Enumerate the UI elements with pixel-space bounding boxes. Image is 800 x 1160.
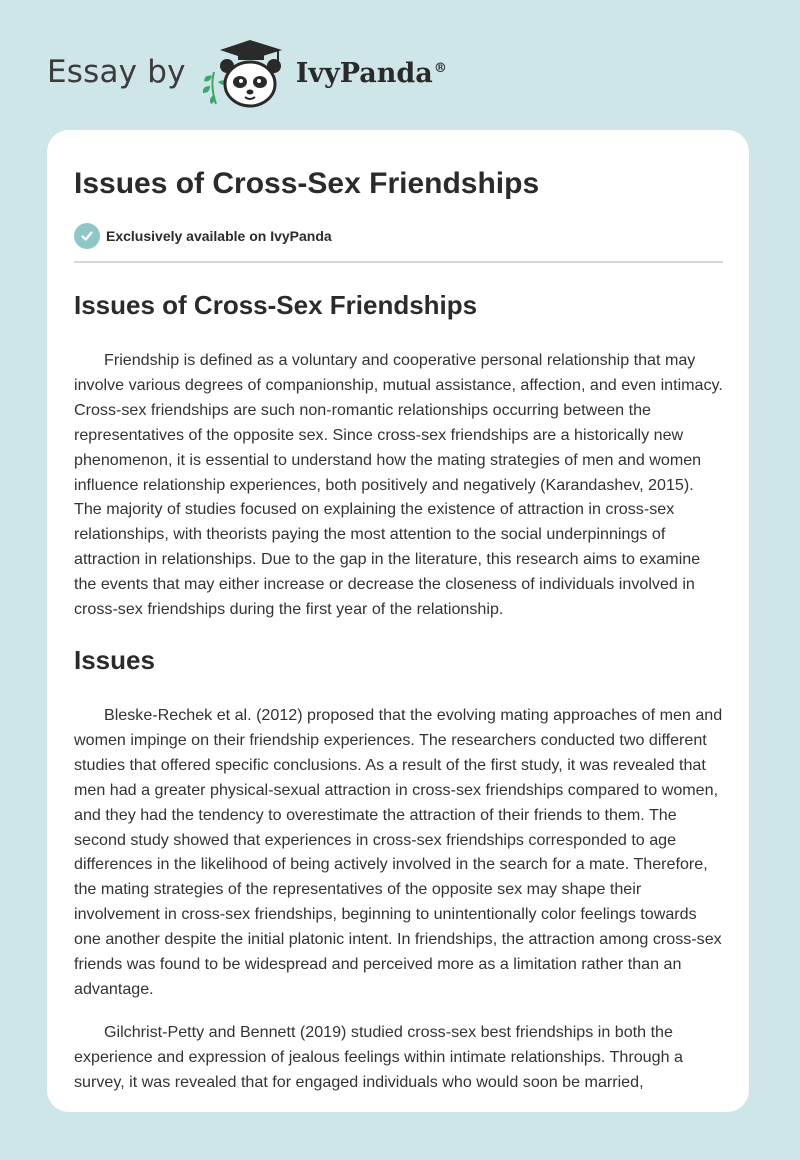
exclusive-badge-label: Exclusively available on IvyPanda [106, 228, 332, 244]
exclusive-badge [74, 223, 332, 249]
section-heading: Issues [74, 644, 155, 675]
divider [74, 261, 723, 263]
checkmark-icon [74, 223, 100, 249]
essay-body [74, 280, 723, 1095]
paragraph: Friendship is defined as a voluntary and cooperative personal relationship that may involve various degrees of companionship, mutual assistance, affection, and even intimacy. Cross-sex friendships are such non-romantic relationships occurring between the representatives of the opposite sex. Since cross-sex friendships are a historically new phenomenon, it is essential to understand how the mating strategies of men and women influence relationship experiences, both positively and negatively (Karandashev, 2015). The majority of studies focused on explaining the existence of attraction in cross-sex relationships, with theorists paying the most attention to the social underpinnings of attraction in relationships. Due to the gap in the literature, this research aims to examine the events that may either increase or decrease the closeness of individuals involved in cross-sex friendships during the first year of the relationship. [74, 351, 723, 619]
site-header [47, 38, 447, 110]
paragraph: Gilchrist-Petty and Bennett (2019) studied cross-sex best friendships in both the experience and expression of jealous feelings within intimate relationships. Through a survey, it was revealed that for engaged individuals who would soon be married, [74, 1022, 683, 1091]
ivypanda-logo-icon [200, 38, 290, 110]
section-heading: Issues of Cross-Sex Friendships [74, 290, 478, 320]
essay-card [47, 130, 749, 1112]
page-title: Issues of Cross-Sex Friendships [74, 167, 540, 200]
paragraph: Bleske-Rechek et al. (2012) proposed that the evolving mating approaches of men and women impinge on their friendship experiences. The researchers conducted two different studies that offered specific conclusions. As a result of the first study, it was revealed that men had a greater physical-sexual attraction in cross-sex friendships compared to women, and they had the tendency to overestimate the attraction of their friends to them. The second study showed that experiences in cross-sex friendships corresponded to age differences in the likelihood of being actively involved in the search for a mate. Therefore, the mating strategies of the representatives of the opposite sex may shape their involvement in cross-sex friendships, beginning to unintentionally color feelings towards one another despite the initial platonic intent. In friendships, the attraction among cross-sex friends was found to be widespread and perceived more as a limitation rather than an advantage. [74, 705, 723, 998]
essay-by-label: Essay by [47, 54, 186, 90]
brand-name: IvyPanda® [295, 57, 447, 89]
